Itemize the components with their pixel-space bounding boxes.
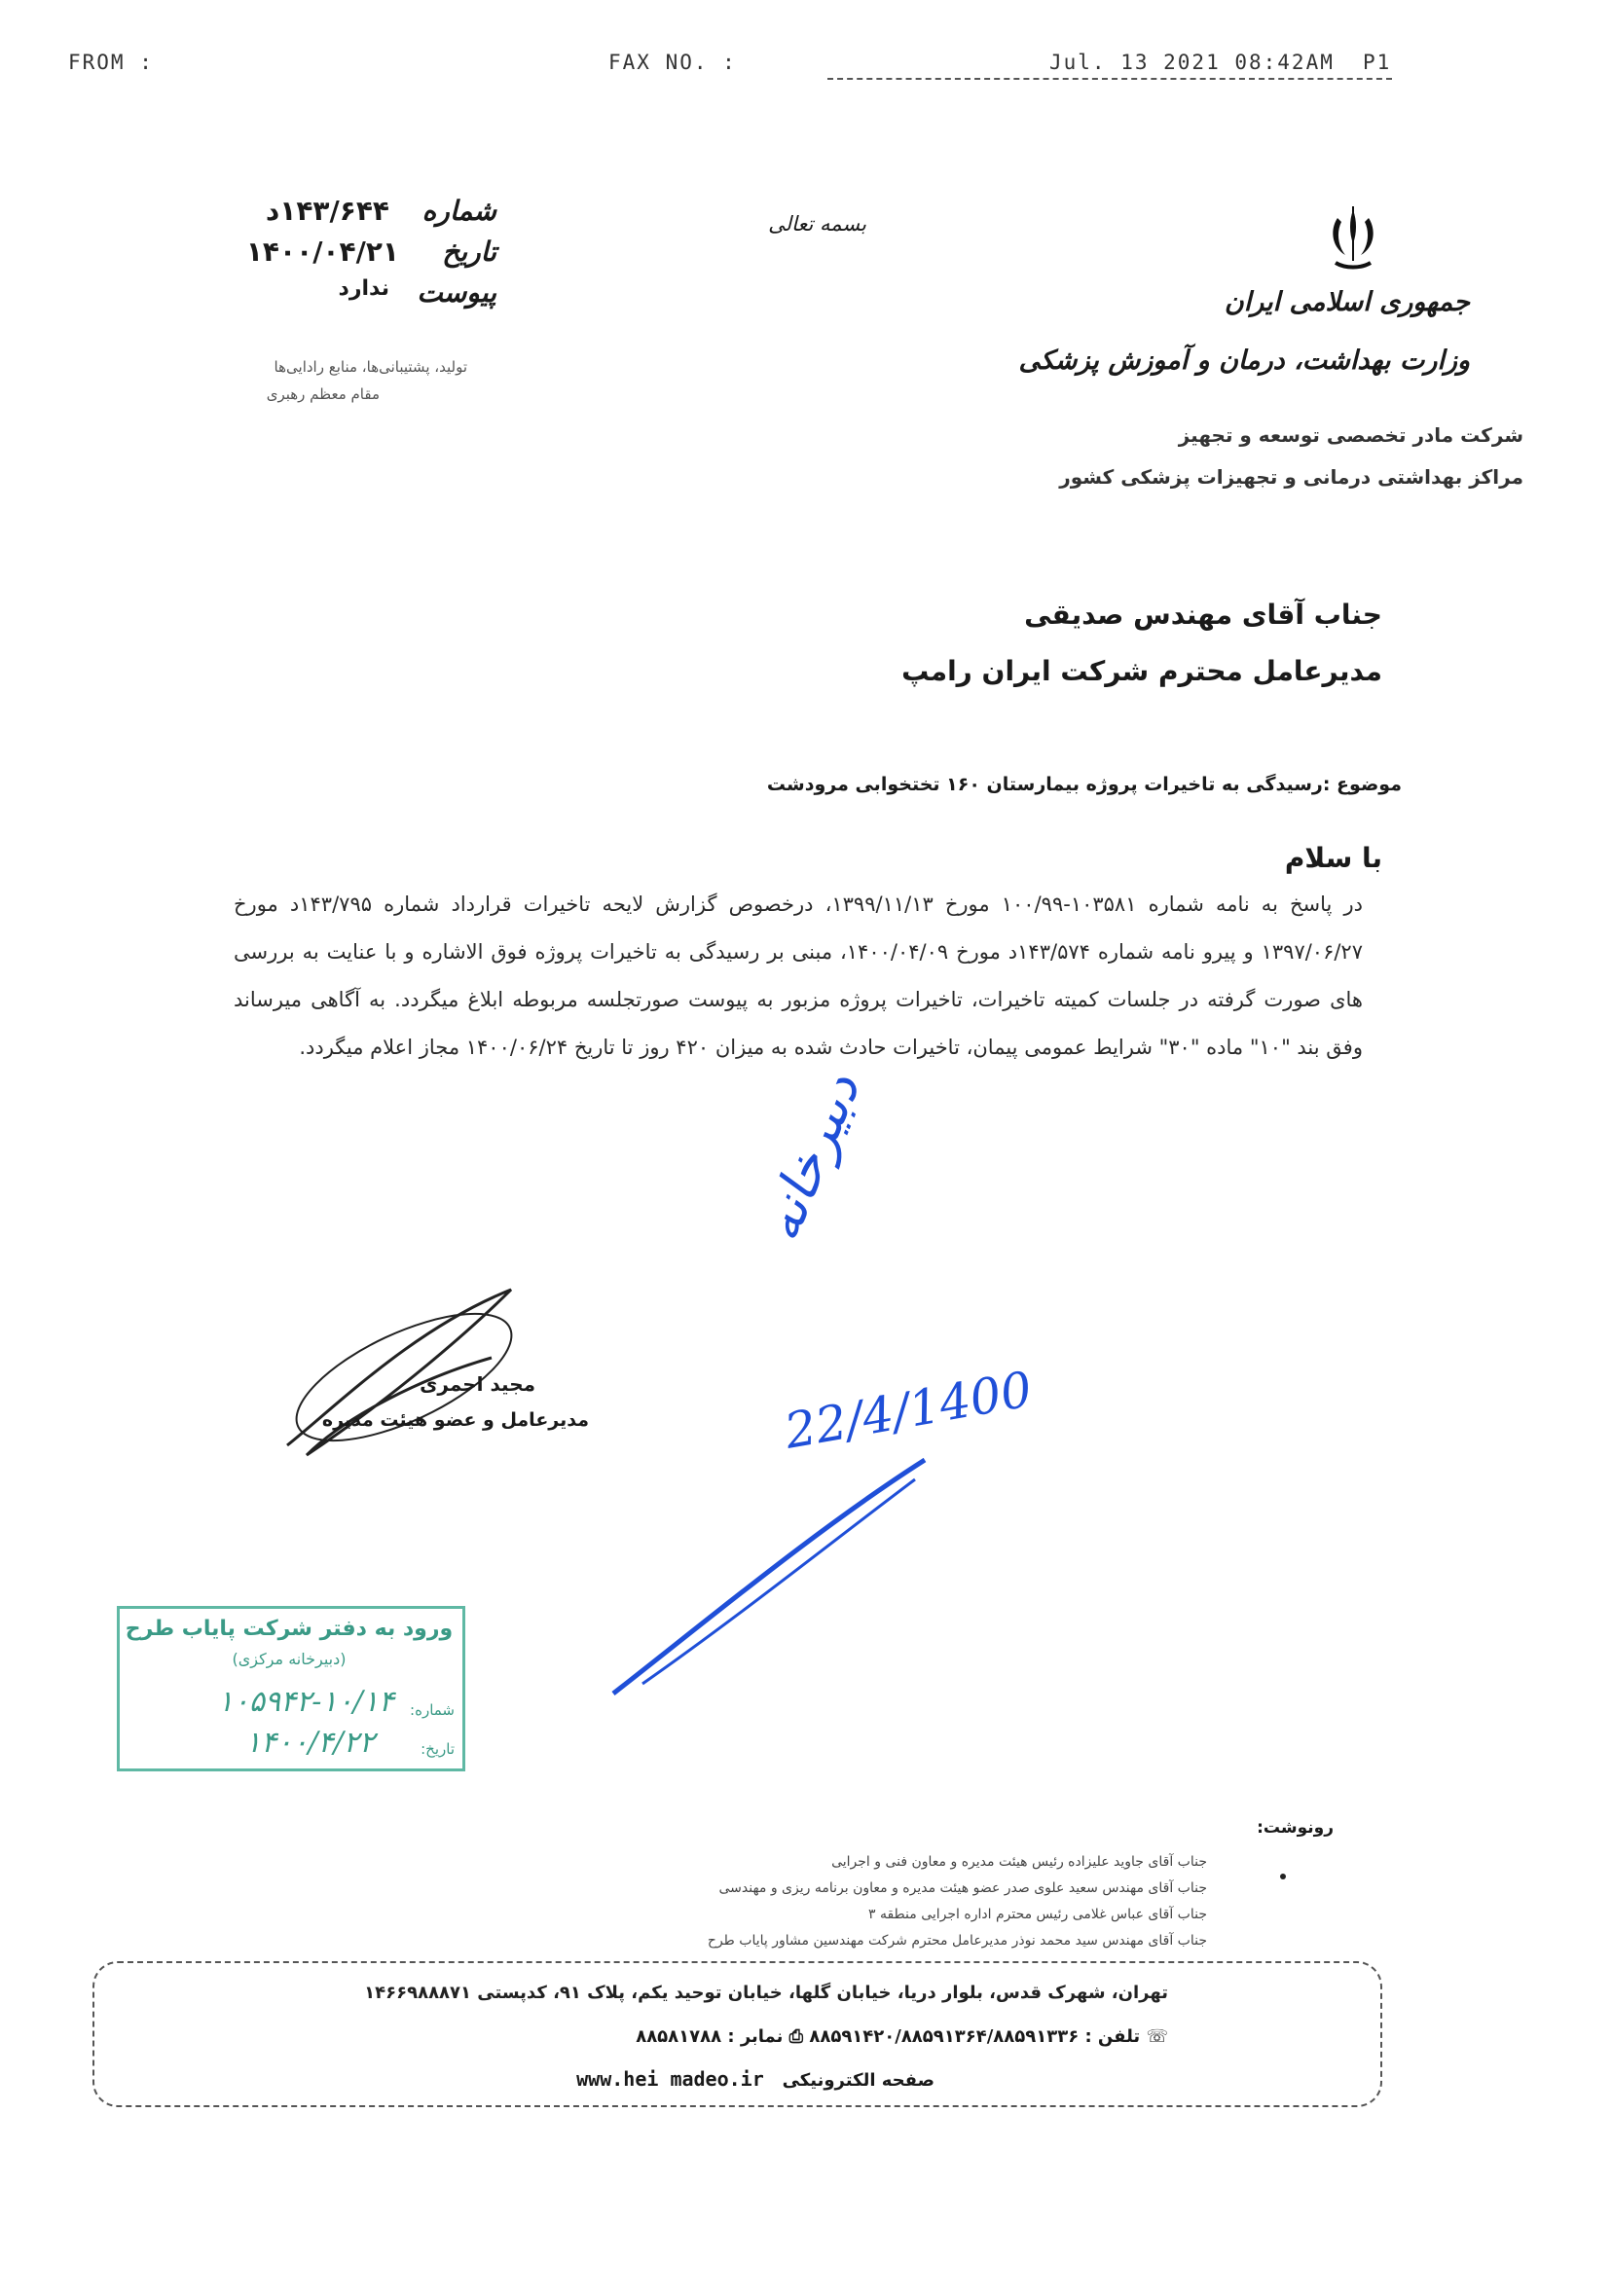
republic-name: جمهوری اسلامی ایران — [1224, 287, 1470, 317]
handwritten-date: 22/4/1400 — [780, 1361, 1037, 1460]
date-label: تاریخ — [442, 236, 496, 268]
fax-icon: ⎙ — [788, 2026, 804, 2047]
attachment-label: پیوست — [417, 276, 496, 309]
web-label: صفحه الکترونیکی — [782, 2070, 934, 2091]
stamp-date-value: ۱۴۰۰/۴/۲۲ — [244, 1726, 375, 1760]
office-entry-stamp — [117, 1606, 465, 1771]
footer-web — [545, 2067, 934, 2091]
stamp-number-value: ۱۰۵۹۴۲-۱۰/۱۴ — [217, 1685, 394, 1719]
fax-number-label: FAX NO. : — [608, 51, 737, 74]
handwritten-stroke — [604, 1450, 944, 1703]
org-line-2: مراکز بهداشتی درمانی و تجهیزات پزشکی کشور — [1059, 465, 1523, 489]
fax-datetime: Jul. 13 2021 08:42AM — [1049, 51, 1335, 74]
fax-header-rule — [827, 78, 1392, 80]
phone-label: تلفن : — [1084, 2026, 1141, 2047]
number-label: شماره — [421, 195, 496, 227]
cc-item: جناب آقای مهندس سعید علوی صدر عضو هیئت مدیره و معاون برنامه ریزی و مهندسی — [718, 1880, 1207, 1896]
attachment-value: ندارد — [338, 276, 389, 301]
reference-note-2: مقام معظم رهبری — [266, 385, 380, 403]
date-value: ۱۴۰۰/۰۴/۲۱ — [245, 236, 399, 268]
greeting: با سلام — [1284, 842, 1382, 874]
addressee-line-2: مدیرعامل محترم شرکت ایران رامپ — [901, 655, 1382, 687]
website-link[interactable]: www.hei madeo.ir — [576, 2067, 764, 2091]
signature-scribble — [277, 1270, 531, 1465]
org-line-1: شرکت مادر تخصصی توسعه و تجهیز — [1178, 423, 1523, 447]
invocation: بسمه تعالی — [768, 212, 866, 236]
subject-line: موضوع :رسیدگی به تاخیرات پروژه بیمارستان ۱۶۰ تختخوابی مرودشت — [766, 774, 1402, 795]
footer-fax-label: نمابر : — [727, 2026, 784, 2047]
stamp-date-label: تاریخ: — [421, 1740, 455, 1758]
handwritten-note: دبیرخانه — [750, 1065, 872, 1250]
ministry-name: وزارت بهداشت، درمان و آموزش پزشکی — [1018, 346, 1470, 376]
signatory-title: مدیرعامل و عضو هیئت مدیره — [321, 1409, 589, 1431]
stamp-subtitle: (دبیرخانه مرکزی) — [232, 1650, 347, 1668]
signatory-name: مجید احمری — [420, 1372, 535, 1396]
stamp-number-label: شماره: — [410, 1701, 455, 1719]
footer-address: تهران، شهرک قدس، بلوار دریا، خیابان گلها، خیابان توحید یکم، پلاک ۹۱، کدپستی ۱۴۶۶۹۸۸۸۷۱ — [364, 1983, 1168, 2003]
footer-contacts — [409, 2026, 1168, 2047]
cc-item: جناب آقای مهندس سید محمد نوذر مدیرعامل محترم شرکت مهندسین مشاور پایاب طرح — [707, 1933, 1207, 1949]
stamp-title: ورود به دفتر شرکت پایاب طرح — [125, 1617, 454, 1641]
iran-emblem-icon — [1324, 204, 1382, 274]
fax-page: P1 — [1363, 51, 1392, 74]
letter-body: در پاسخ به نامه شماره ۱۰۳۵۸۱-۱۰۰/۹۹ مورخ ۱۳۹۹/۱۱/۱۳، درخصوص گزارش لایحه تاخیرات قرارداد شماره ۱۴۳/۷۹۵د مورخ ۱۳۹۷/۰۶/۲۷ و پیرو نامه شماره ۱۴۳/۵۷۴د مورخ ۱۴۰۰/۰۴/۰۹، مبنی بر رسیدگی به تاخیرات پروژه فوق الاشاره و با عنایت به بررسی های صورت گرفته در جلسات کمیته تاخیرات، تاخیرات پروژه مزبور به پیوست صورتجلسه مربوطه ابلاغ میگردد. به آگاهی میرساند وفق بند "۱۰" ماده "۳۰" شرایط عمومی پیمان، تاخیرات حادث شده به میزان ۴۲۰ روز تا تاریخ ۱۴۰۰/۰۶/۲۴ مجاز اعلام میگردد. — [234, 893, 1363, 1059]
cc-heading: رونوشت: — [1257, 1818, 1334, 1838]
cc-item: جناب آقای جاوید علیزاده رئیس هیئت مدیره و معاون فنی و اجرایی — [831, 1854, 1207, 1870]
reference-note-1: تولید، پشتیبانی‌ها، منابع رادایی‌ها — [274, 358, 467, 376]
phone-icon: ☏ — [1146, 2026, 1168, 2047]
fax-from-label: FROM : — [68, 51, 154, 74]
addressee-line-1: جناب آقای مهندس صدیقی — [1024, 599, 1382, 631]
number-value: ۱۴۳/۶۴۴د — [265, 195, 389, 227]
phone-numbers: ۸۸۵۹۱۴۲۰/۸۸۵۹۱۳۶۴/۸۸۵۹۱۳۳۶ — [809, 2026, 1080, 2047]
footer-fax-number: ۸۸۵۸۱۷۸۸ — [636, 2026, 722, 2047]
cc-item: جناب آقای عباس غلامی رئیس محترم اداره اجرایی منطقه ۳ — [867, 1907, 1207, 1922]
cc-bullet — [1280, 1874, 1286, 1879]
reference-block — [245, 195, 496, 317]
